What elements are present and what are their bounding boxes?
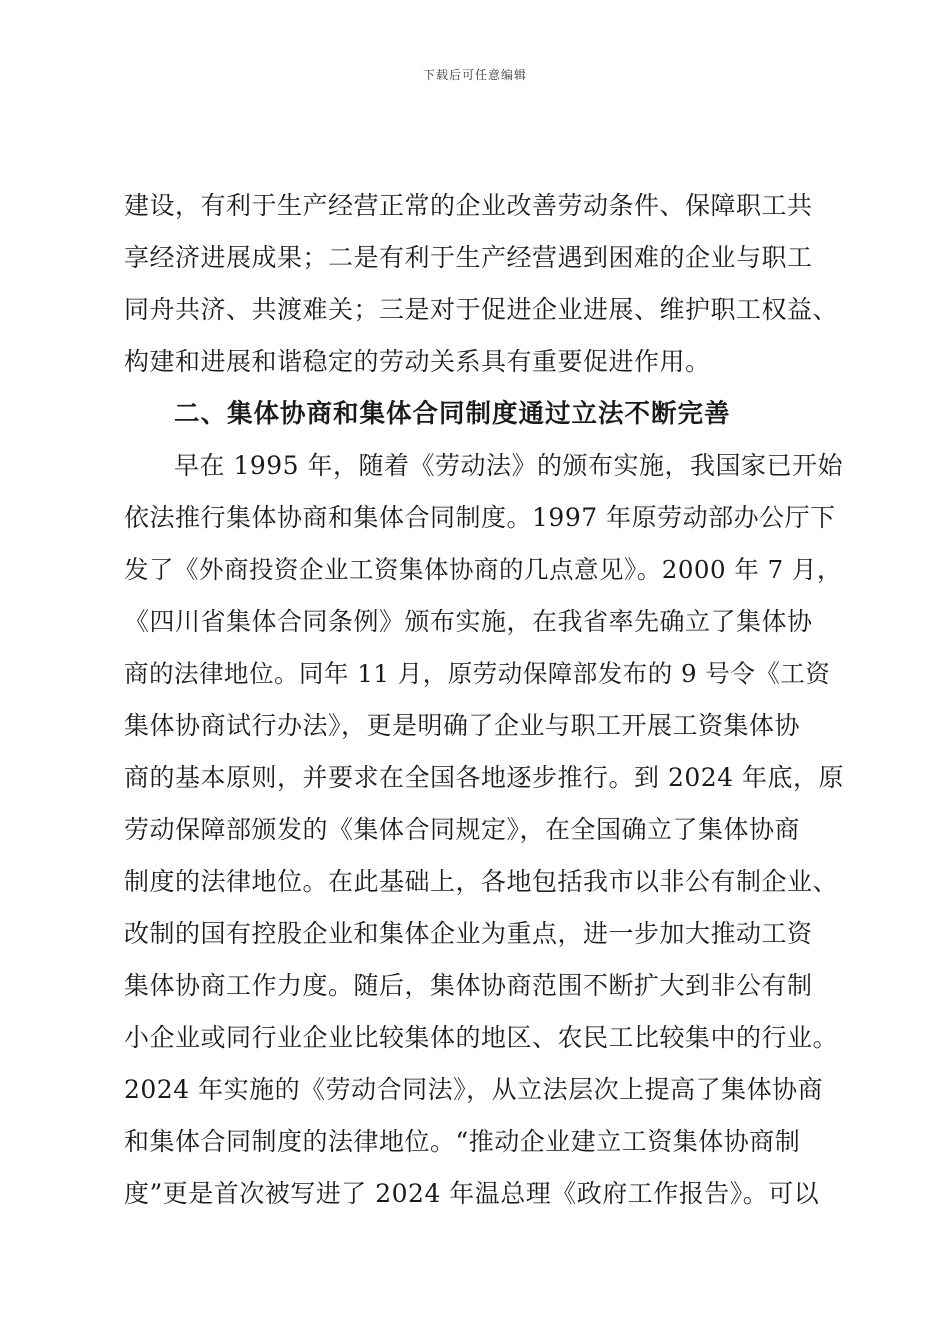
header-note: 下载后可任意编辑 (422, 68, 527, 82)
text-line: 改制的国有控股企业和集体企业为重点，进一步加大推动工资 (124, 919, 813, 948)
text-line: 同舟共济、共渡难关；三是对于促进企业进展、维护职工权益、 (124, 295, 839, 324)
text-line: 集体协商试行办法》，更是明确了企业与职工开展工资集体协 (124, 711, 801, 740)
text-line: 制度的法律地位。在此基础上，各地包括我市以非公有制企业、 (124, 867, 839, 896)
text-line: 小企业或同行业企业比较集体的地区、农民工比较集中的行业。 (124, 1023, 839, 1052)
text-line: 2024 年实施的《劳动合同法》，从立法层次上提高了集体协商 (124, 1075, 824, 1104)
text-line: 早在 1995 年，随着《劳动法》的颁布实施，我国家已开始 (174, 451, 844, 480)
text-line: 和集体合同制度的法律地位。“推动企业建立工资集体协商制 (124, 1127, 801, 1156)
text-line: 依法推行集体协商和集体合同制度。1997 年原劳动部办公厅下 (124, 503, 836, 532)
text-line: 发了《外商投资企业工资集体协商的几点意见》。2000 年 7 月， (124, 555, 843, 584)
body-text (124, 180, 844, 1220)
text-line: 度”更是首次被写进了 2024 年温总理《政府工作报告》。可以 (124, 1179, 820, 1208)
text-line: 集体协商工作力度。随后，集体协商范围不断扩大到非公有制 (124, 971, 813, 1000)
text-line: 商的基本原则，并要求在全国各地逐步推行。到 2024 年底，原 (124, 763, 845, 792)
text-line: 商的法律地位。同年 11 月，原劳动保障部发布的 9 号令《工资 (124, 659, 831, 688)
text-line: 《四川省集体合同条例》颁布实施，在我省率先确立了集体协 (124, 607, 813, 636)
text-line: 劳动保障部颁发的《集体合同规定》，在全国确立了集体协商 (124, 815, 801, 844)
text-line: 享经济进展成果；二是有利于生产经营遇到困难的企业与职工 (124, 243, 813, 272)
section-heading: 二、集体协商和集体合同制度通过立法不断完善 (174, 399, 731, 429)
text-line: 构建和进展和谐稳定的劳动关系具有重要促进作用。 (124, 347, 711, 376)
text-line: 建设，有利于生产经营正常的企业改善劳动条件、保障职工共 (124, 191, 813, 220)
